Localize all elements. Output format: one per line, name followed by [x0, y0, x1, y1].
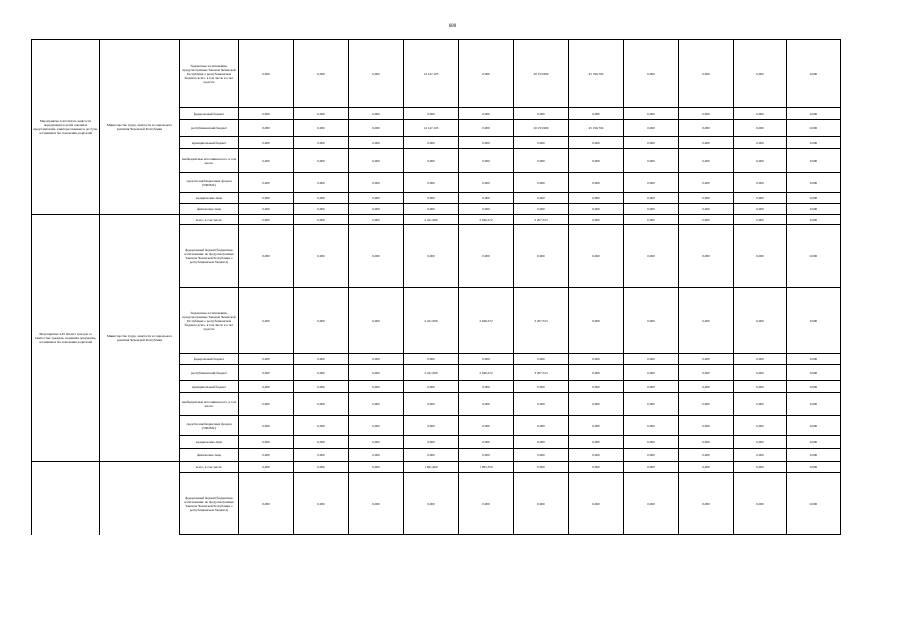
value-cell: 0,000: [404, 149, 459, 173]
value-cell: 0,000: [514, 137, 569, 149]
executor-cell: [100, 462, 180, 535]
executor-cell: Министерство труда, занятости и социального развития Чеченской Республики: [100, 215, 180, 462]
value-cell: 0,000: [624, 354, 679, 365]
value-cell: 0,000: [679, 473, 734, 535]
value-cell: 0,000: [569, 393, 624, 416]
value-cell: 0,000: [349, 137, 404, 149]
value-cell: 0,000: [734, 193, 787, 204]
value-cell: 0,000: [239, 381, 294, 393]
value-cell: 0,000: [787, 416, 841, 436]
value-cell: 0,000: [734, 149, 787, 173]
value-cell: 0,000: [239, 473, 294, 535]
value-cell: 0,000: [734, 120, 787, 137]
value-cell: 0,000: [294, 149, 349, 173]
value-cell: 0,000: [569, 225, 624, 288]
value-cell: 0,000: [404, 449, 459, 462]
budget-table: [31, 39, 841, 535]
value-cell: 0,000: [349, 204, 404, 215]
value-cell: 0,000: [349, 436, 404, 449]
value-cell: 0,000: [514, 225, 569, 288]
value-cell: 0,000: [514, 449, 569, 462]
funding-source-cell: физические лица: [180, 449, 239, 462]
value-cell: 45 196,704: [569, 120, 624, 137]
value-cell: 0,000: [787, 354, 841, 365]
value-cell: 0,000: [787, 137, 841, 149]
value-cell: 0,000: [787, 108, 841, 120]
value-cell: 0,000: [294, 462, 349, 473]
value-cell: 0,000: [514, 204, 569, 215]
value-cell: 0,000: [787, 193, 841, 204]
value-cell: 0,000: [734, 137, 787, 149]
value-cell: 0,000: [624, 449, 679, 462]
measure-name-cell: Мероприятие 4.44 Оплата занятости передающихся детей законных представителей, заинтересованных в доступе, оставшимся без попечения родителей: [32, 40, 100, 215]
value-cell: 0,000: [787, 149, 841, 173]
value-cell: 0,000: [349, 473, 404, 535]
value-cell: 0,000: [514, 354, 569, 365]
value-cell: 0,000: [239, 436, 294, 449]
value-cell: 0,000: [349, 365, 404, 381]
value-cell: 0,000: [734, 173, 787, 193]
value-cell: 0,000: [349, 149, 404, 173]
value-cell: 0,000: [239, 215, 294, 225]
value-cell: 0,000: [294, 40, 349, 108]
value-cell: 0,000: [294, 436, 349, 449]
value-cell: 0,000: [787, 225, 841, 288]
value-cell: 0,000: [239, 40, 294, 108]
value-cell: 20 253,990: [514, 40, 569, 108]
value-cell: 0,000: [459, 354, 514, 365]
value-cell: 0,000: [734, 473, 787, 535]
value-cell: 0,000: [514, 381, 569, 393]
value-cell: 0,000: [349, 288, 404, 354]
value-cell: 0,000: [514, 393, 569, 416]
value-cell: 0,000: [787, 462, 841, 473]
value-cell: 0,000: [624, 365, 679, 381]
value-cell: 0,000: [459, 473, 514, 535]
value-cell: 0,000: [239, 137, 294, 149]
value-cell: 0,000: [679, 393, 734, 416]
value-cell: 0,000: [294, 473, 349, 535]
value-cell: 2 421,990: [404, 215, 459, 225]
value-cell: 0,000: [294, 193, 349, 204]
value-cell: 0,000: [349, 462, 404, 473]
value-cell: 0,000: [679, 193, 734, 204]
funding-source-cell: муниципальный бюджет: [180, 381, 239, 393]
value-cell: 0,000: [459, 149, 514, 173]
funding-source-cell: федеральный бюджет(бюджетные ассигнования, не предусмотренные Законом Чеченской Республики о республиканском бюджете): [180, 225, 239, 288]
value-cell: 0,000: [294, 416, 349, 436]
value-cell: 0,000: [459, 120, 514, 137]
value-cell: 0,000: [787, 473, 841, 535]
value-cell: 0,000: [459, 449, 514, 462]
value-cell: 0,000: [624, 288, 679, 354]
value-cell: 0,000: [679, 225, 734, 288]
funding-source-cell: физические лица: [180, 204, 239, 215]
table-row: [32, 40, 841, 108]
value-cell: 0,000: [734, 40, 787, 108]
value-cell: 0,000: [459, 108, 514, 120]
value-cell: 0,000: [514, 416, 569, 436]
value-cell: 0,000: [624, 108, 679, 120]
value-cell: 0,000: [679, 120, 734, 137]
value-cell: 0,000: [569, 436, 624, 449]
value-cell: 0,000: [734, 462, 787, 473]
value-cell: 0,000: [624, 193, 679, 204]
value-cell: 0,000: [569, 204, 624, 215]
value-cell: 0,000: [734, 393, 787, 416]
value-cell: 0,000: [679, 354, 734, 365]
value-cell: 1 691,600: [404, 462, 459, 473]
value-cell: 0,000: [294, 288, 349, 354]
table-row: [32, 462, 841, 473]
funding-source-cell: республиканский бюджет: [180, 365, 239, 381]
value-cell: 0,000: [239, 393, 294, 416]
value-cell: 0,000: [239, 204, 294, 215]
value-cell: 0,000: [569, 108, 624, 120]
value-cell: 0,000: [569, 365, 624, 381]
value-cell: 0,000: [239, 149, 294, 173]
value-cell: 1 965,350: [459, 462, 514, 473]
value-cell: 0,000: [349, 40, 404, 108]
value-cell: 0,000: [459, 416, 514, 436]
value-cell: 0,000: [349, 120, 404, 137]
value-cell: 0,000: [734, 416, 787, 436]
value-cell: 2 421,990: [404, 288, 459, 354]
value-cell: 0,000: [624, 149, 679, 173]
funding-source-cell: федеральный бюджет: [180, 108, 239, 120]
value-cell: 0,000: [404, 473, 459, 535]
value-cell: 0,000: [459, 137, 514, 149]
value-cell: 0,000: [294, 393, 349, 416]
value-cell: 0,000: [239, 225, 294, 288]
value-cell: 0,000: [734, 365, 787, 381]
value-cell: 0,000: [349, 449, 404, 462]
value-cell: 0,000: [349, 215, 404, 225]
value-cell: 0,000: [294, 449, 349, 462]
value-cell: 0,000: [734, 288, 787, 354]
value-cell: 0,000: [404, 225, 459, 288]
value-cell: 0,000: [787, 449, 841, 462]
value-cell: 0,000: [679, 462, 734, 473]
funding-source-cell: всего, в том числе:: [180, 215, 239, 225]
value-cell: 0,000: [459, 225, 514, 288]
value-cell: 0,000: [404, 354, 459, 365]
funding-source-cell: республиканский бюджет: [180, 120, 239, 137]
value-cell: 0,000: [787, 40, 841, 108]
value-cell: 0,000: [459, 173, 514, 193]
value-cell: 0,000: [239, 108, 294, 120]
value-cell: 0,000: [679, 215, 734, 225]
value-cell: 3 207,523: [514, 365, 569, 381]
value-cell: 0,000: [787, 288, 841, 354]
value-cell: 0,000: [787, 393, 841, 416]
value-cell: 0,000: [787, 173, 841, 193]
value-cell: 0,000: [679, 416, 734, 436]
value-cell: 0,000: [679, 436, 734, 449]
value-cell: 0,000: [569, 215, 624, 225]
value-cell: 0,000: [624, 473, 679, 535]
value-cell: 0,000: [349, 173, 404, 193]
value-cell: 0,000: [787, 120, 841, 137]
funding-source-cell: бюджетные ассигнования, предусмотренные Законом Чеченской Республики о республиканском бюджете всего, в том числе за счет средств:: [180, 288, 239, 354]
value-cell: 0,000: [349, 416, 404, 436]
value-cell: 0,000: [294, 137, 349, 149]
value-cell: 0,000: [514, 436, 569, 449]
value-cell: 0,000: [239, 416, 294, 436]
value-cell: 0,000: [404, 436, 459, 449]
value-cell: 0,000: [679, 40, 734, 108]
funding-source-cell: внебюджетные источники всего, в том числе:: [180, 393, 239, 416]
value-cell: 0,000: [349, 354, 404, 365]
value-cell: 0,000: [679, 173, 734, 193]
value-cell: 0,000: [624, 40, 679, 108]
value-cell: 0,000: [624, 137, 679, 149]
value-cell: 0,000: [624, 416, 679, 436]
value-cell: 0,000: [679, 365, 734, 381]
table-row: [32, 215, 841, 225]
value-cell: 0,000: [294, 365, 349, 381]
funding-source-cell: внебюджетные источники всего, в том числе:: [180, 149, 239, 173]
value-cell: 0,000: [294, 225, 349, 288]
value-cell: 0,000: [624, 204, 679, 215]
value-cell: 0,000: [569, 193, 624, 204]
value-cell: 0,000: [624, 462, 679, 473]
value-cell: 0,000: [404, 193, 459, 204]
executor-cell: Министерство труда, занятости и социального развития Чеченской Республики: [100, 40, 180, 215]
funding-source-cell: бюджетные ассигнования, предусмотренные Законом Чеченской Республики о республиканском бюджете всего, в том числе за счет средств:: [180, 40, 239, 108]
value-cell: 0,000: [679, 288, 734, 354]
value-cell: 0,000: [349, 381, 404, 393]
value-cell: 0,000: [239, 462, 294, 473]
value-cell: 0,000: [624, 436, 679, 449]
funding-source-cell: муниципальный бюджет: [180, 137, 239, 149]
value-cell: 0,000: [624, 173, 679, 193]
value-cell: 0,000: [734, 381, 787, 393]
value-cell: 0,000: [734, 215, 787, 225]
measure-name-cell: Мероприятие 4.45 Оплата доходов за занятостью граждан, подавших документы, оставшимся без попечения родителей: [32, 215, 100, 462]
value-cell: 0,000: [624, 225, 679, 288]
value-cell: 0,000: [294, 354, 349, 365]
value-cell: 0,000: [569, 381, 624, 393]
value-cell: 0,000: [239, 354, 294, 365]
value-cell: 0,000: [734, 225, 787, 288]
value-cell: 0,000: [294, 381, 349, 393]
value-cell: 0,000: [239, 193, 294, 204]
value-cell: 0,000: [404, 393, 459, 416]
value-cell: 0,000: [734, 436, 787, 449]
value-cell: 14 147,103: [404, 120, 459, 137]
value-cell: 0,000: [569, 173, 624, 193]
value-cell: 0,000: [624, 120, 679, 137]
value-cell: 0,000: [294, 204, 349, 215]
value-cell: 0,000: [404, 173, 459, 193]
value-cell: 0,000: [404, 108, 459, 120]
value-cell: 0,000: [404, 381, 459, 393]
value-cell: 0,000: [679, 449, 734, 462]
value-cell: 0,000: [569, 416, 624, 436]
value-cell: 0,000: [679, 108, 734, 120]
value-cell: 0,000: [239, 120, 294, 137]
value-cell: 0,000: [514, 193, 569, 204]
value-cell: 14 147,103: [404, 40, 459, 108]
value-cell: 0,000: [734, 108, 787, 120]
value-cell: 0,000: [349, 193, 404, 204]
value-cell: 0,000: [514, 462, 569, 473]
value-cell: 0,000: [239, 173, 294, 193]
value-cell: 0,000: [294, 120, 349, 137]
value-cell: 0,000: [624, 381, 679, 393]
value-cell: 0,000: [459, 393, 514, 416]
value-cell: 0,000: [514, 108, 569, 120]
value-cell: 2 046,272: [459, 365, 514, 381]
value-cell: 0,000: [734, 204, 787, 215]
value-cell: 3 207,523: [514, 288, 569, 354]
value-cell: 0,000: [734, 449, 787, 462]
value-cell: 0,000: [239, 288, 294, 354]
value-cell: 0,000: [569, 149, 624, 173]
value-cell: 0,000: [294, 108, 349, 120]
value-cell: 0,000: [569, 354, 624, 365]
value-cell: 0,000: [459, 381, 514, 393]
value-cell: 0,000: [679, 204, 734, 215]
value-cell: 0,000: [569, 288, 624, 354]
value-cell: 45 196,704: [569, 40, 624, 108]
value-cell: 0,000: [787, 436, 841, 449]
value-cell: 0,000: [459, 204, 514, 215]
funding-source-cell: всего, в том числе:: [180, 462, 239, 473]
value-cell: 20 253,990: [514, 120, 569, 137]
value-cell: 0,000: [679, 137, 734, 149]
value-cell: 0,000: [294, 215, 349, 225]
value-cell: 0,000: [349, 225, 404, 288]
value-cell: 0,000: [569, 462, 624, 473]
funding-source-cell: федеральный бюджет(бюджетные ассигнования, не предусмотренные Законом Чеченской Республики о республиканском бюджете): [180, 473, 239, 535]
value-cell: 0,000: [679, 381, 734, 393]
value-cell: 0,000: [734, 354, 787, 365]
value-cell: 0,000: [514, 149, 569, 173]
value-cell: 2 046,272: [459, 288, 514, 354]
value-cell: 0,000: [459, 40, 514, 108]
value-cell: 0,000: [624, 393, 679, 416]
value-cell: 0,000: [349, 108, 404, 120]
value-cell: 0,000: [459, 193, 514, 204]
value-cell: 2 421,990: [404, 365, 459, 381]
value-cell: 0,000: [514, 473, 569, 535]
value-cell: 0,000: [679, 149, 734, 173]
value-cell: 0,000: [569, 137, 624, 149]
value-cell: 2 046,272: [459, 215, 514, 225]
funding-source-cell: средства внебюджетных фондов (ТФОМС): [180, 416, 239, 436]
funding-source-cell: юридические лица: [180, 193, 239, 204]
value-cell: 0,000: [787, 365, 841, 381]
value-cell: 0,000: [459, 436, 514, 449]
value-cell: 0,000: [239, 449, 294, 462]
value-cell: 0,000: [787, 215, 841, 225]
page-number: 680: [448, 24, 457, 29]
value-cell: 0,000: [404, 204, 459, 215]
value-cell: 3 207,523: [514, 215, 569, 225]
value-cell: 0,000: [404, 137, 459, 149]
value-cell: 0,000: [294, 173, 349, 193]
value-cell: 0,000: [569, 473, 624, 535]
value-cell: 0,000: [787, 381, 841, 393]
value-cell: 0,000: [569, 449, 624, 462]
value-cell: 0,000: [514, 173, 569, 193]
funding-source-cell: средства внебюджетных фондов (ТФОМС): [180, 173, 239, 193]
funding-source-cell: юридические лица: [180, 436, 239, 449]
value-cell: 0,000: [239, 365, 294, 381]
value-cell: 0,000: [624, 215, 679, 225]
value-cell: 0,000: [404, 416, 459, 436]
funding-source-cell: федеральный бюджет: [180, 354, 239, 365]
value-cell: 0,000: [349, 393, 404, 416]
value-cell: 0,000: [787, 204, 841, 215]
measure-name-cell: [32, 462, 100, 535]
